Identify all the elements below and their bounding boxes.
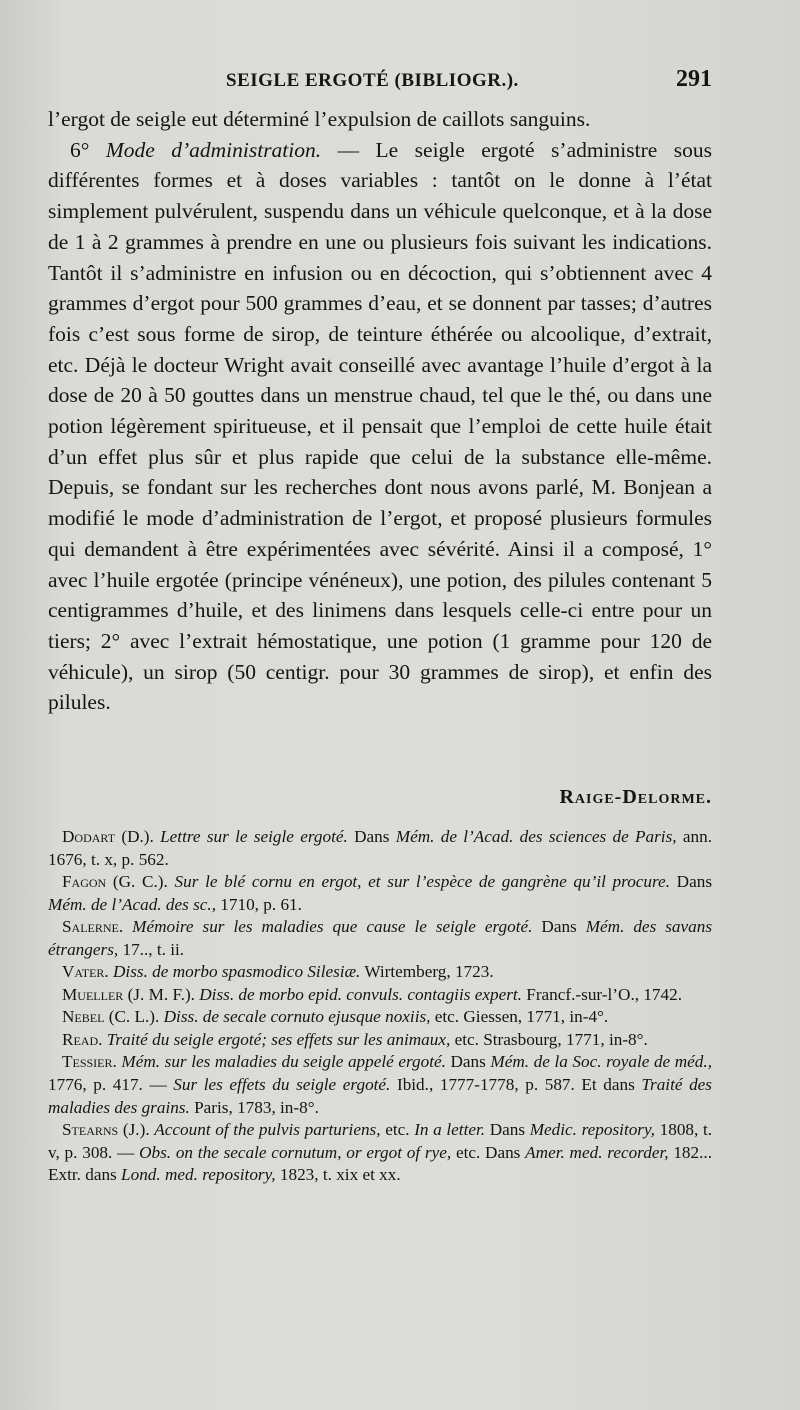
running-head	[48, 66, 712, 102]
bibliography-entry	[48, 916, 712, 961]
entry-text: Dans	[347, 827, 396, 846]
entry-text: etc. Strasbourg, 1771, in-8°.	[450, 1029, 648, 1049]
entry-title-italic: Account of the pulvis parturiens,	[154, 1120, 381, 1140]
paragraph-2	[48, 135, 712, 718]
entry-text: (G. C.).	[106, 872, 175, 892]
entry-text: 1776, p. 417. —	[48, 1075, 174, 1095]
entry-author: Stearns	[62, 1120, 119, 1140]
entry-title-italic: Sur les effets du seigle ergoté.	[173, 1075, 391, 1095]
entry-title-italic: Mém. sur les maladies du seigle appelé ergoté.	[121, 1052, 446, 1072]
bibliography-entry	[48, 1119, 712, 1187]
bibliography-entry	[48, 961, 712, 984]
entry-text: Paris, 1783, in-8°.	[189, 1097, 319, 1117]
entry-text: ann. 1676, t. x, p. 562.	[48, 827, 712, 869]
entry-title-italic: Mém. de la Soc. royale de méd.,	[490, 1052, 712, 1072]
page-number: 291	[676, 66, 712, 92]
entry-title-italic: Diss. de morbo spasmodico Silesiæ.	[113, 962, 361, 982]
bibliography-entry	[48, 871, 712, 916]
entry-text: etc.	[380, 1120, 415, 1140]
entry-author: Read	[62, 1029, 99, 1049]
paragraph-1: l’ergot de seigle eut déterminé l’expulsion de caillots sanguins.	[48, 107, 591, 131]
main-text	[48, 104, 712, 718]
bibliography-entry	[48, 1051, 712, 1119]
bibliography	[48, 826, 712, 1187]
entry-title-italic: Diss. de morbo epid. convuls. contagiis expert.	[199, 984, 522, 1004]
entry-text: 1808, t. v, p. 308. —	[48, 1120, 713, 1162]
entry-text: Dans	[445, 1052, 491, 1072]
entry-author: Salerne	[62, 917, 119, 937]
entry-author: Fagon	[62, 872, 107, 892]
entry-text: (J.).	[118, 1120, 155, 1140]
entry-text: 1710, p. 61.	[216, 894, 302, 914]
entry-text: Wirtemberg, 1723.	[360, 962, 494, 982]
entry-text: 182... Extr. dans	[48, 1142, 712, 1185]
entry-title-italic: In a letter.	[414, 1120, 486, 1140]
paragraph-2-text: — Le seigle ergoté s’administre sous différentes formes et à doses variables : tantôt on le donne à l’état simplement pulvérulent, suspendu dans un véhicule quelconque, et à la dose de 1 à 2 grammes à prendre en une ou plusieurs fois suivant les indications. Tantôt il s’administre en infusion ou en décoction, qui s’obtiennent avec 4 grammes d’ergot pour 500 grammes d’eau, et se donnent par tasses; d’autres fois c’est sous forme de sirop, de teinture éthérée ou alcoolique, d’extrait, etc. Déjà le docteur Wright avait conseillé avec avantage l’huile d’ergot à la dose de 20 à 50 gouttes dans un menstrue chaud, tel que le thé, ou dans une potion légèrement spiritueuse, et il pensait que l’emploi de cette huile était d’un effet plus sûr et plus rapide que celui de la substance elle-même. Depuis, se fondant sur les recherches dont nous avons parlé, M. Bonjean a modifié le mode d’administration de l’ergot, et proposé plusieurs formules qui demandent à être expérimentées avec sévérité. Ainsi il a composé, 1° avec l’huile ergotée (principe vénéneux), une potion, des pilules contenant 5 centigrammes d’huile, et des linimens dans lesquels celle-ci entre pour un tiers; 2° avec l’extrait hémostatique, une potion (1 gramme pour 120 de véhicule), un sirop (50 centigr. pour 30 grammes de sirop), et enfin des pilules.	[48, 137, 713, 715]
entry-text: (D.).	[115, 827, 161, 846]
entry-text: Francf.-sur-l’O., 1742.	[521, 984, 683, 1004]
entry-author: Tessier	[62, 1052, 113, 1072]
entry-text: Dans	[532, 917, 586, 937]
entry-author: Mueller	[62, 984, 124, 1004]
paragraph-2-lead: 6°	[70, 137, 106, 162]
entry-text: (J. M. F.).	[123, 984, 200, 1004]
entry-text: (C. L.).	[104, 1007, 164, 1027]
author-signature: Raige-Delorme.	[559, 786, 712, 808]
entry-author: Dodart	[62, 827, 116, 846]
entry-title-italic: Diss. de secale cornuto ejusque noxiis,	[163, 1007, 431, 1027]
section-heading-mode-administration: Mode d’administration.	[105, 137, 322, 162]
entry-text: 1823, t. xix et xx.	[275, 1165, 401, 1185]
entry-title-italic: Mém. de l’Acad. des sc.,	[48, 894, 216, 914]
bibliography-entry	[48, 1006, 712, 1029]
entry-text: .	[118, 917, 133, 937]
entry-title-italic: Amer. med. recorder,	[525, 1142, 669, 1162]
entry-title-italic: Medic. repository,	[529, 1120, 655, 1140]
bibliography-entry	[48, 1029, 712, 1052]
entry-text: .	[98, 1029, 107, 1049]
entry-title-italic: Traité des maladies des grains.	[48, 1075, 712, 1117]
entry-text: Dans	[485, 1120, 530, 1140]
entry-title-italic: Lettre sur le seigle ergoté.	[160, 827, 348, 846]
entry-title-italic: Mém. des savans étrangers,	[48, 917, 713, 959]
entry-text: Ibid., 1777-1778, p. 587. Et dans	[390, 1075, 642, 1095]
entry-text: Dans	[670, 872, 713, 892]
entry-title-italic: Lond. med. repository,	[121, 1165, 276, 1185]
entry-author: Vater	[62, 962, 105, 982]
entry-title-italic: Mémoire sur les maladies que cause le seigle ergoté.	[132, 917, 533, 937]
entry-text: 17.., t. ii.	[118, 939, 185, 959]
entry-text: .	[112, 1052, 122, 1072]
entry-author: Nebel	[62, 1007, 105, 1027]
entry-title-italic: Sur le blé cornu en ergot, et sur l’espèce de gangrène qu’il procure.	[174, 872, 670, 892]
entry-title-italic: Mém. de l’Acad. des sciences de Paris,	[395, 827, 677, 846]
entry-text: etc. Giessen, 1771, in-4°.	[430, 1007, 609, 1027]
running-head-title: SEIGLE ERGOTÉ (BIBLIOGR.).	[226, 70, 519, 91]
entry-text: etc. Dans	[451, 1142, 526, 1162]
entry-text: .	[104, 962, 114, 982]
entry-title-italic: Traité du seigle ergoté; ses effets sur les animaux,	[106, 1029, 451, 1049]
bibliography-entry	[48, 984, 712, 1007]
bibliography-entry	[48, 826, 712, 871]
entry-title-italic: Obs. on the secale cornutum, or ergot of rye,	[139, 1142, 452, 1162]
